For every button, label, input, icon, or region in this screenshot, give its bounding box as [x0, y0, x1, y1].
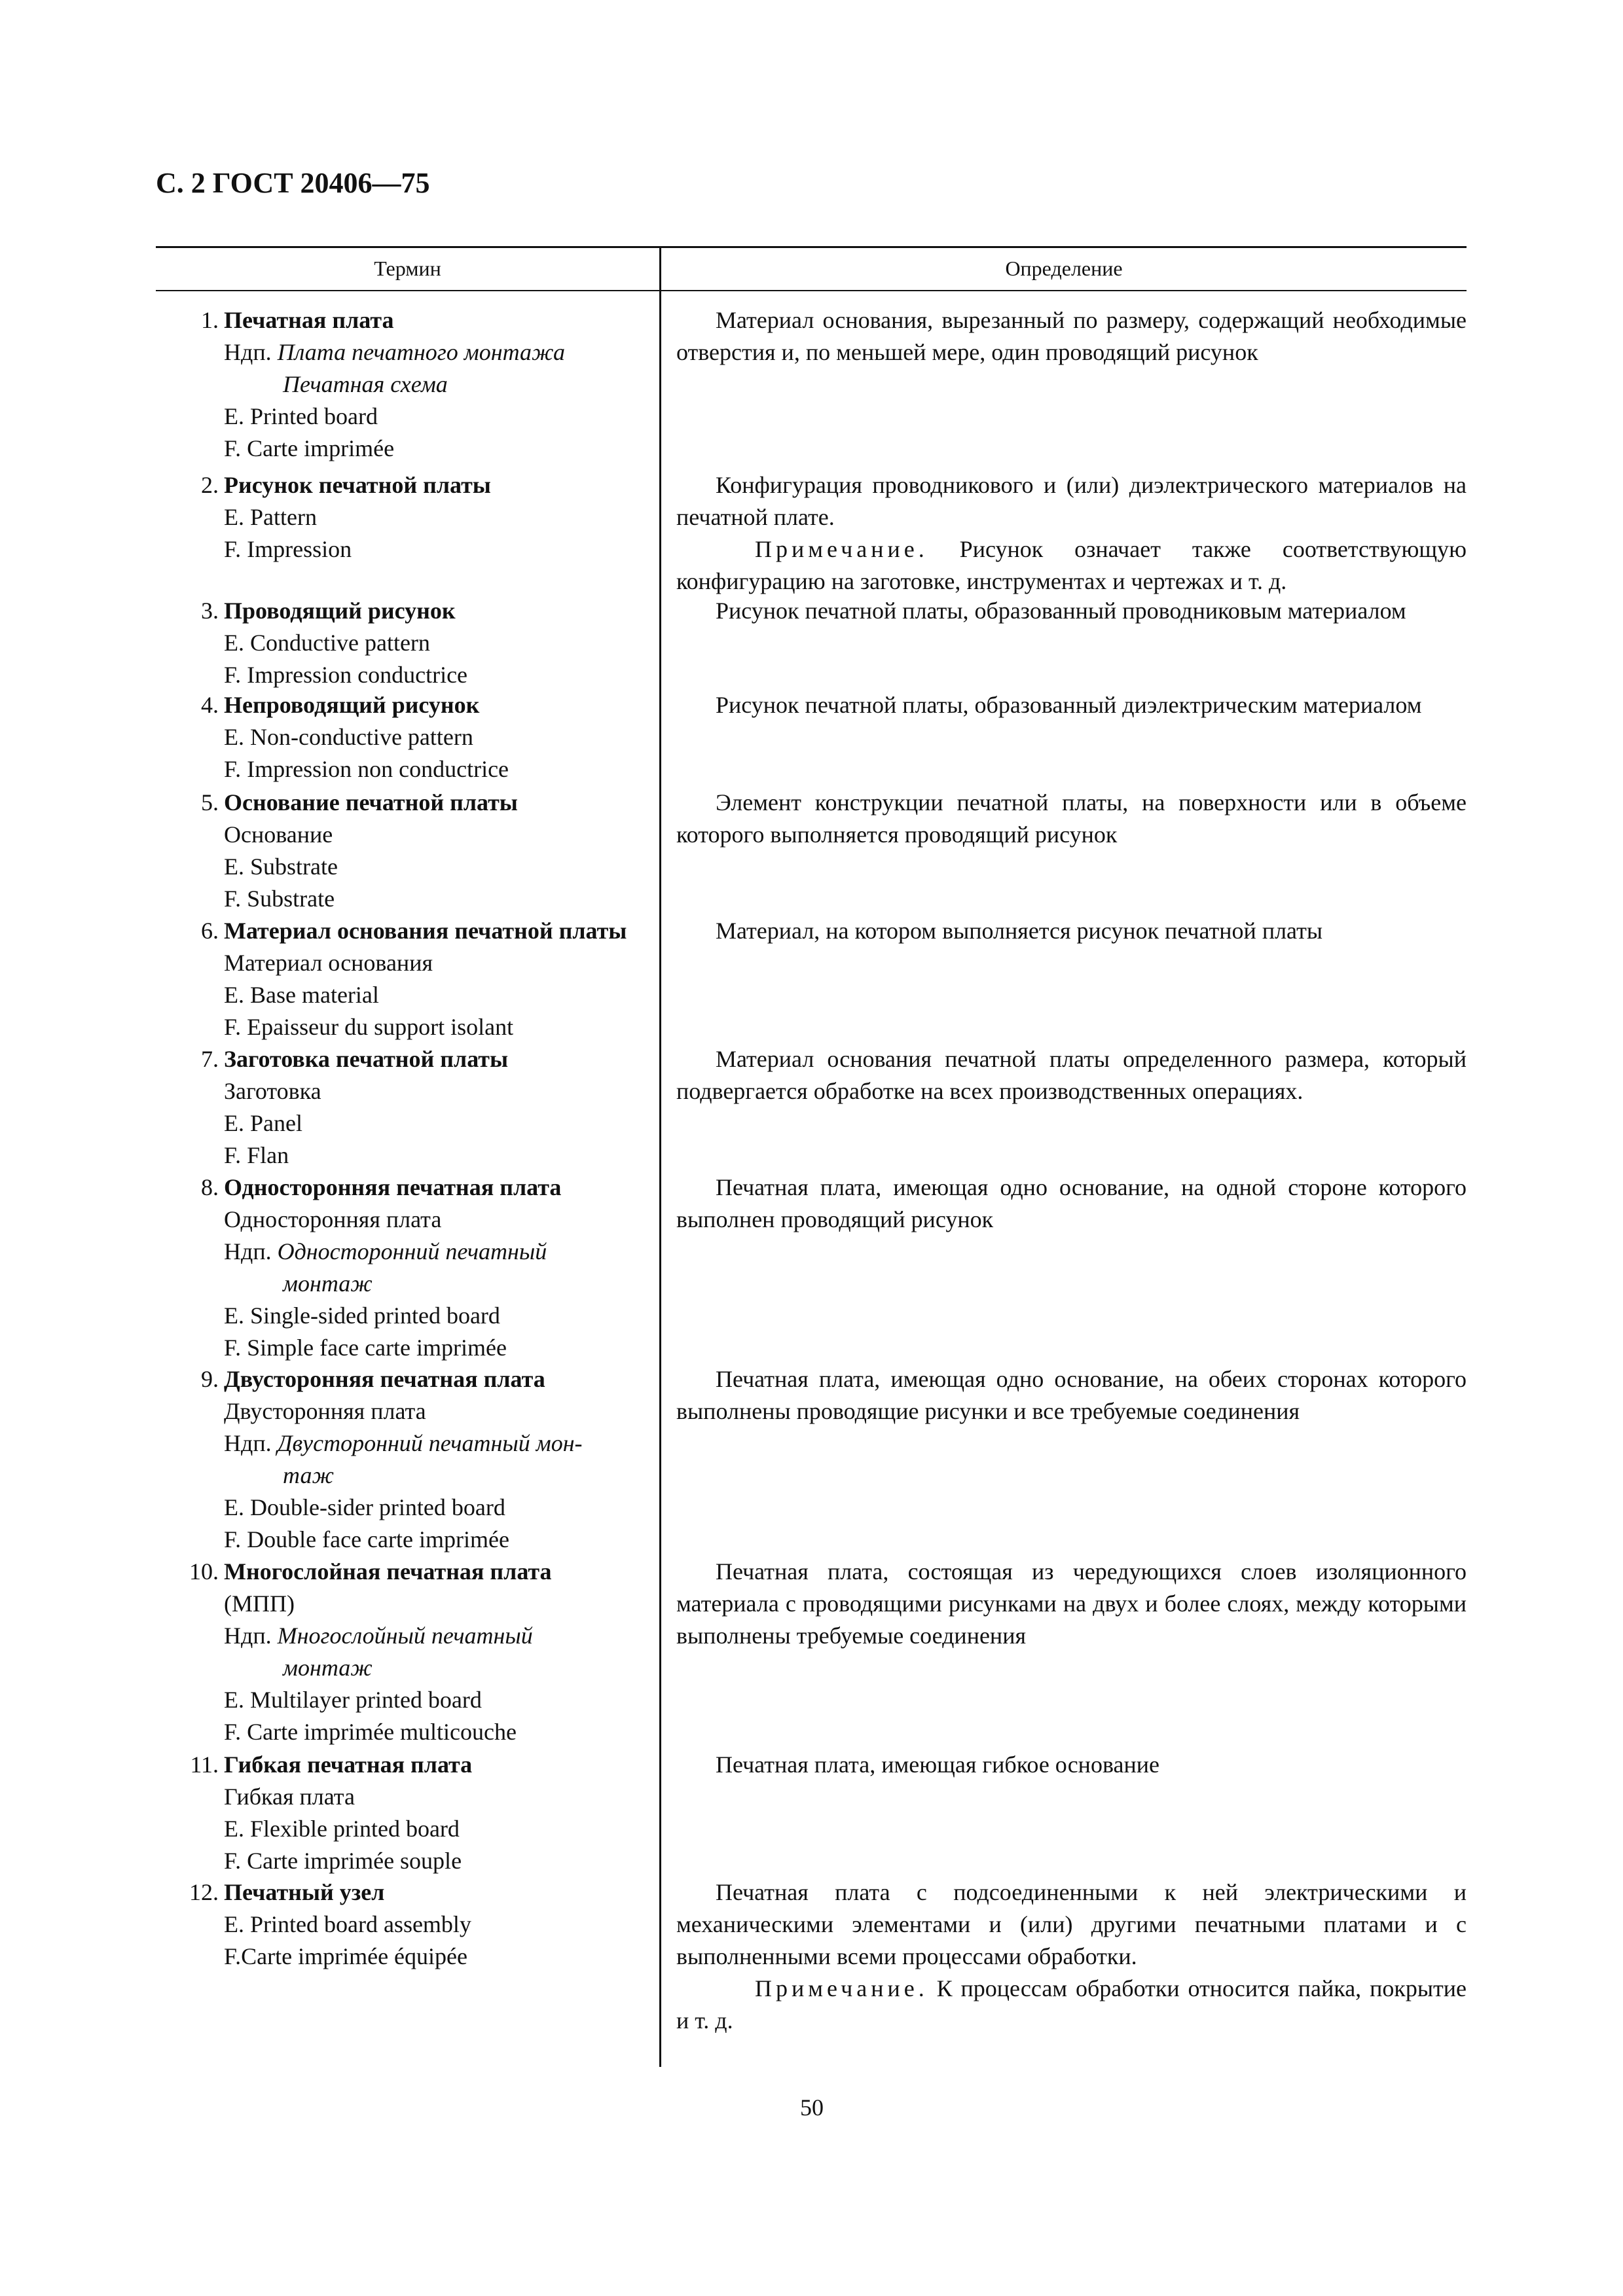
english-equivalent: E. Panel [224, 1110, 302, 1136]
french-equivalent: F.Carte imprimée équipée [224, 1943, 467, 1969]
french-equivalent: F. Carte imprimée [224, 435, 395, 461]
french-equivalent: F. Carte imprimée multicouche [224, 1719, 517, 1745]
term-heading [156, 595, 659, 627]
note-label: Примечание. [755, 1975, 928, 2001]
document-header: С. 2 ГОСТ 20406—75 [156, 167, 430, 199]
term-heading [156, 1363, 659, 1395]
term-not-allowed-line [156, 1652, 659, 1684]
term-name: Основание печатной платы [224, 789, 518, 816]
definition-text: Печатная плата с подсоединенными к ней электрическими и механическими элементами и (или) другими печатными платами и с выполненными всеми процессами обработки. [676, 1879, 1467, 1969]
french-equivalent: F. Carte imprimée souple [224, 1848, 462, 1874]
term-cell [156, 469, 659, 565]
definition-cell [676, 1363, 1467, 1427]
term-number: 11. [190, 1751, 219, 1778]
term-name: Гибкая печатная плата [224, 1751, 473, 1778]
term-heading [156, 1749, 659, 1781]
english-equivalent: E. Printed board [224, 403, 378, 429]
term-not-allowed-line [156, 1620, 659, 1652]
ndp-label: Ндп. [224, 1238, 272, 1265]
table-top-rule [156, 246, 1467, 248]
english-equivalent: E. Double-sider printed board [224, 1494, 505, 1520]
column-header-definition: Определение [1005, 257, 1123, 280]
not-allowed-term: Односторонний печатный [277, 1238, 547, 1265]
term-cell [156, 787, 659, 915]
term-name: Проводящий рисунок [224, 598, 456, 624]
term-synonym: Заготовка [224, 1078, 321, 1104]
not-allowed-term: Печатная схема [283, 371, 448, 397]
term-not-allowed-line [156, 1268, 659, 1300]
definition-cell [676, 595, 1467, 627]
term-number: 9. [201, 1366, 219, 1392]
term-number: 10. [189, 1558, 219, 1585]
definition-note [676, 1973, 1467, 2037]
term-name: Заготовка печатной платы [224, 1046, 509, 1072]
term-heading [156, 915, 659, 947]
ndp-label: Ндп. [224, 1623, 272, 1649]
term-heading [156, 469, 659, 501]
term-number: 6. [201, 918, 219, 944]
not-allowed-term: монтаж [283, 1270, 373, 1297]
definition-text: Печатная плата, состоящая из чередующихся слоев изоляционного материала с проводящими рисунками на двух и более слоях, между которыми выполнены требуемые соединения [676, 1558, 1467, 1649]
page-number: 50 [800, 2094, 824, 2121]
definition-note [676, 533, 1467, 598]
definition-text: Элемент конструкции печатной платы, на поверхности или в объеме которого выполняется проводящий рисунок [676, 789, 1467, 848]
definition-cell [676, 1172, 1467, 1236]
term-name: Многослойная печатная плата [224, 1558, 552, 1585]
definition-cell [676, 787, 1467, 851]
definition-cell [676, 469, 1467, 598]
definition-text: Материал основания, вырезанный по размеру, содержащий необходимые отверстия и, по меньшей мере, один проводящий рисунок [676, 307, 1467, 365]
definition-cell [676, 1876, 1467, 2037]
definition-cell [676, 1749, 1467, 1781]
term-heading [156, 304, 659, 336]
term-number: 12. [189, 1879, 219, 1905]
english-equivalent: E. Multilayer printed board [224, 1687, 482, 1713]
term-synonym: Гибкая плата [224, 1784, 355, 1810]
definition-text: Материал основания печатной платы определенного размера, который подвергается обработке на всех производственных операциях. [676, 1046, 1467, 1104]
french-equivalent: F. Simple face carte imprimée [224, 1335, 507, 1361]
definition-text: Печатная плата, имеющая одно основание, на обеих сторонах которого выполнены проводящие рисунки и все требуемые соединения [676, 1366, 1467, 1424]
english-equivalent: E. Base material [224, 982, 379, 1008]
ndp-label: Ндп. [224, 339, 272, 365]
definition-text: Рисунок печатной платы, образованный диэлектрическим материалом [716, 692, 1422, 718]
definition-text: Материал, на котором выполняется рисунок печатной платы [716, 918, 1323, 944]
term-not-allowed-line [156, 368, 659, 401]
note-text: К процессам обработки относится пайка, покрытие и т. д. [676, 1975, 1467, 2034]
table-header-rule [156, 290, 1467, 291]
term-name: Непроводящий рисунок [224, 692, 480, 718]
definition-cell [676, 915, 1467, 947]
term-name: Односторонняя печатная плата [224, 1174, 562, 1200]
term-cell [156, 1172, 659, 1364]
term-heading [156, 1043, 659, 1075]
term-number: 2. [201, 472, 219, 498]
english-equivalent: E. Flexible printed board [224, 1816, 460, 1842]
definition-text: Печатная плата, имеющая одно основание, на одной стороне которого выполнен проводящий рисунок [676, 1174, 1467, 1232]
english-equivalent: E. Printed board assembly [224, 1911, 471, 1937]
definition-text: Печатная плата, имеющая гибкое основание [716, 1751, 1159, 1778]
term-number: 5. [201, 789, 219, 816]
definition-cell [676, 1556, 1467, 1652]
term-cell [156, 915, 659, 1043]
term-cell [156, 1043, 659, 1172]
term-number: 3. [201, 598, 219, 624]
term-synonym: Материал основания [224, 950, 433, 976]
term-cell [156, 1749, 659, 1877]
term-cell [156, 1876, 659, 1973]
term-number: 1. [201, 307, 219, 333]
french-equivalent: F. Impression conductrice [224, 662, 468, 688]
term-number: 4. [201, 692, 219, 718]
term-name: Двусторонняя печатная плата [224, 1366, 545, 1392]
term-number: 8. [201, 1174, 219, 1200]
english-equivalent: E. Conductive pattern [224, 630, 430, 656]
term-name: Рисунок печатной платы [224, 472, 491, 498]
column-header-term: Термин [374, 257, 441, 280]
french-equivalent: F. Epaisseur du support isolant [224, 1014, 514, 1040]
term-cell [156, 595, 659, 691]
definition-cell [676, 1043, 1467, 1107]
not-allowed-term: таж [283, 1462, 334, 1488]
term-name: Печатный узел [224, 1879, 385, 1905]
not-allowed-term: Плата печатного монтажа [277, 339, 566, 365]
term-number: 7. [201, 1046, 219, 1072]
term-not-allowed-line [156, 1427, 659, 1460]
term-heading [156, 1876, 659, 1909]
not-allowed-term: Двусторонний печатный мон- [277, 1430, 583, 1456]
term-not-allowed-line [156, 336, 659, 368]
term-synonym: (МПП) [224, 1590, 295, 1617]
term-synonym: Основание [224, 821, 333, 848]
term-name: Печатная плата [224, 307, 394, 333]
french-equivalent: F. Impression [224, 536, 352, 562]
french-equivalent: F. Double face carte imprimée [224, 1526, 509, 1552]
term-cell [156, 304, 659, 465]
definition-text: Конфигурация проводникового и (или) диэлектрического материалов на печатной плате. [676, 472, 1467, 530]
term-cell [156, 1556, 659, 1748]
french-equivalent: F. Flan [224, 1142, 289, 1168]
definition-cell [676, 689, 1467, 721]
term-heading [156, 1172, 659, 1204]
english-equivalent: E. Substrate [224, 853, 338, 880]
term-name: Материал основания печатной платы [224, 918, 627, 944]
english-equivalent: E. Single-sided printed board [224, 1302, 500, 1329]
definition-text: Рисунок печатной платы, образованный проводниковым материалом [716, 598, 1406, 624]
term-heading [156, 787, 659, 819]
note-label: Примечание. [755, 536, 928, 562]
definition-cell [676, 304, 1467, 368]
term-not-allowed-line [156, 1460, 659, 1492]
term-not-allowed-line [156, 1236, 659, 1268]
ndp-label: Ндп. [224, 1430, 272, 1456]
english-equivalent: E. Non-conductive pattern [224, 724, 473, 750]
term-heading [156, 689, 659, 721]
term-cell [156, 1363, 659, 1556]
note-text: Рисунок означает также соответствующую конфигурацию на заготовке, инструментах и чертежах и т. д. [676, 536, 1467, 594]
english-equivalent: E. Pattern [224, 504, 317, 530]
term-cell [156, 689, 659, 785]
term-synonym: Односторонняя плата [224, 1206, 442, 1232]
french-equivalent: F. Impression non conductrice [224, 756, 509, 782]
term-heading [156, 1556, 659, 1588]
table-column-divider [659, 246, 661, 2067]
term-synonym: Двусторонняя плата [224, 1398, 426, 1424]
not-allowed-term: монтаж [283, 1655, 373, 1681]
french-equivalent: F. Substrate [224, 886, 335, 912]
not-allowed-term: Многослойный печатный [277, 1623, 533, 1649]
